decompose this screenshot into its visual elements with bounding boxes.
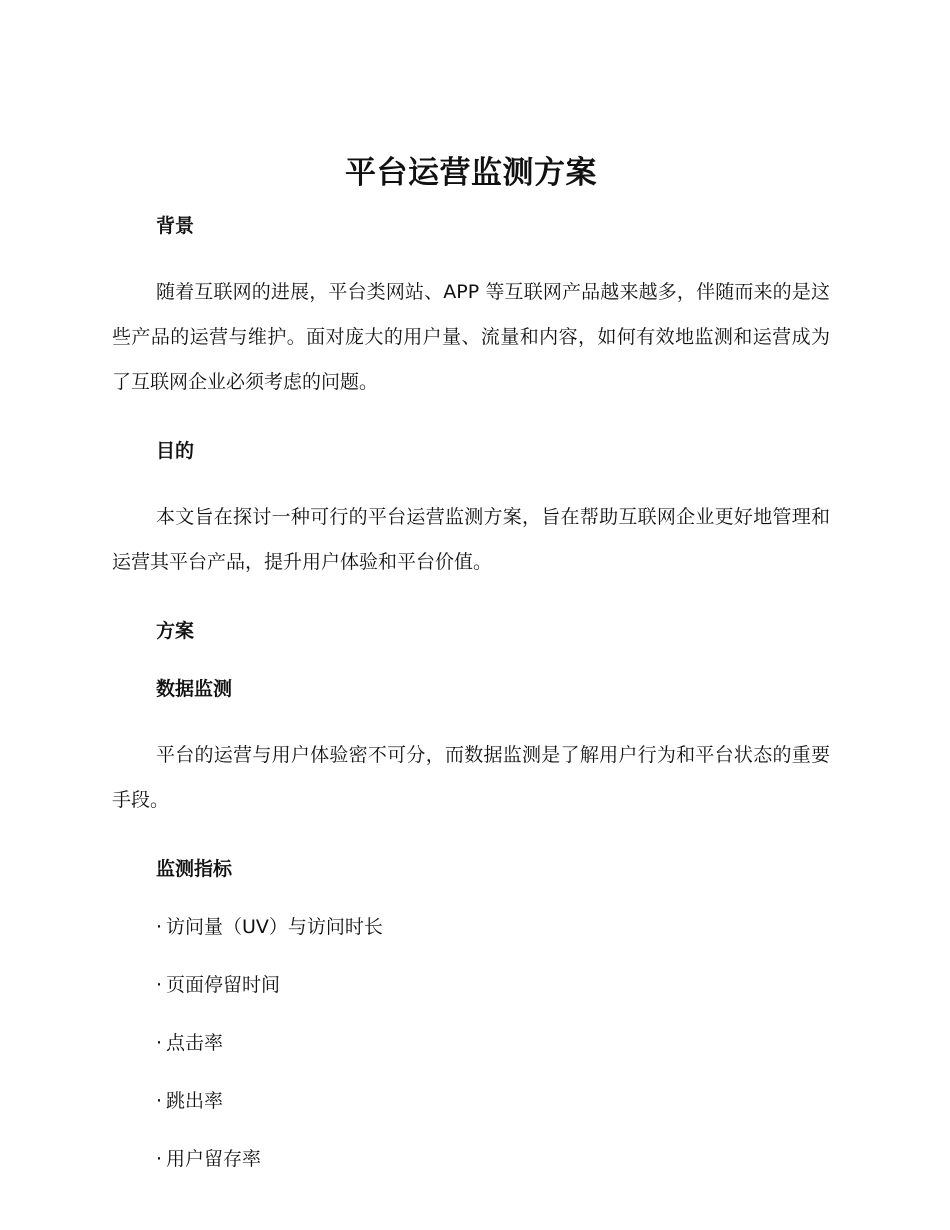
metrics-list	[112, 913, 830, 1173]
list-item	[112, 1087, 830, 1115]
list-item	[112, 1145, 830, 1173]
list-item-text: 点击率	[166, 1032, 224, 1054]
section-heading-background: 背景	[156, 215, 195, 237]
list-item-text: 访问量（UV）与访问时长	[166, 916, 383, 938]
paragraph-data-monitoring: 平台的运营与用户体验密不可分，而数据监测是了解用户行为和平台状态的重要手段。	[112, 744, 830, 811]
section-heading-data-monitoring: 数据监测	[156, 678, 233, 700]
bullet-icon: ·	[156, 1090, 163, 1112]
list-item-text: 跳出率	[166, 1090, 224, 1112]
list-item-text: 页面停留时间	[166, 974, 281, 996]
paragraph-background: 随着互联网的进展，平台类网站、APP 等互联网产品越来越多，伴随而来的是这些产品的运营与维护。面对庞大的用户量、流量和内容，如何有效地监测和运营成为了互联网企业必须考虑的问题。	[112, 281, 830, 393]
section-heading-plan: 方案	[156, 620, 195, 642]
list-item	[112, 913, 830, 941]
paragraph-purpose: 本文旨在探讨一种可行的平台运营监测方案，旨在帮助互联网企业更好地管理和运营其平台产品，提升用户体验和平台价值。	[112, 506, 830, 573]
list-item	[112, 1029, 830, 1057]
bullet-icon: ·	[156, 916, 163, 938]
list-item-text: 用户留存率	[166, 1148, 262, 1170]
bullet-icon: ·	[156, 1032, 163, 1054]
document-title: 平台运营监测方案	[345, 155, 597, 191]
section-heading-metrics: 监测指标	[156, 858, 233, 880]
bullet-icon: ·	[156, 1148, 163, 1170]
list-item	[112, 971, 830, 999]
section-heading-purpose: 目的	[156, 440, 195, 462]
bullet-icon: ·	[156, 974, 163, 996]
